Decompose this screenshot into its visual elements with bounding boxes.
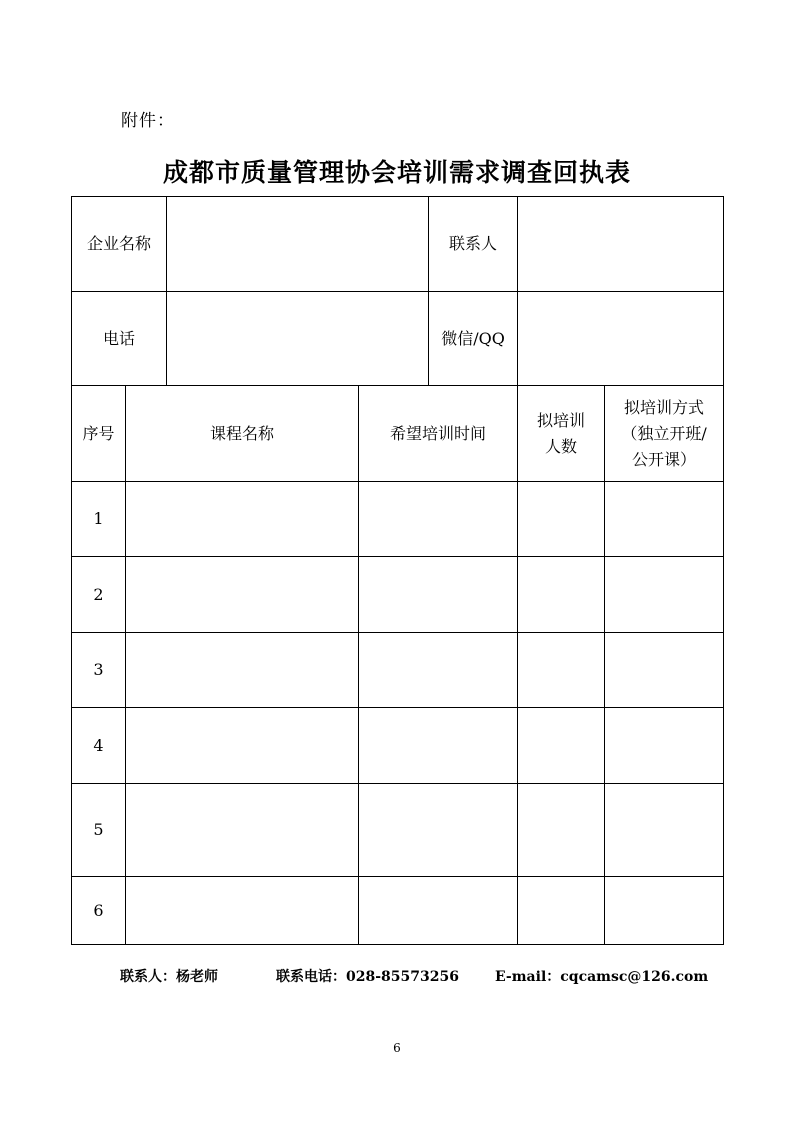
trainee-count-cell[interactable] [518,557,605,633]
course-name-cell[interactable] [126,482,359,557]
footer-contact-phone: 联系电话：028-85573256 [276,969,459,985]
row-index: 6 [72,877,126,945]
training-mode-cell[interactable] [605,557,724,633]
company-row [72,197,724,292]
header-course-name: 课程名称 [126,386,359,482]
company-name-field[interactable] [167,197,429,292]
training-mode-cell[interactable] [605,877,724,945]
header-training-mode [605,386,724,482]
header-index: 序号 [72,386,126,482]
header-trainee-count [518,386,605,482]
row-index: 2 [72,557,126,633]
training-time-cell[interactable] [359,877,518,945]
course-name-cell[interactable] [126,633,359,708]
course-name-cell[interactable] [126,708,359,784]
table-row [72,877,724,945]
header-training-mode-line3: 公开课） [632,449,697,469]
page-title: 成都市质量管理协会培训需求调查回执表 [162,158,631,187]
row-index: 1 [72,482,126,557]
training-time-cell[interactable] [359,557,518,633]
footer-email: E-mail：cqcamsc@126.com [495,969,709,985]
wechat-qq-field[interactable] [518,292,724,386]
table-row [72,633,724,708]
course-name-cell[interactable] [126,557,359,633]
trainee-count-cell[interactable] [518,784,605,877]
training-time-cell[interactable] [359,482,518,557]
training-mode-cell[interactable] [605,482,724,557]
row-index: 5 [72,784,126,877]
table-row [72,708,724,784]
row-index: 4 [72,708,126,784]
header-training-mode-line2: （独立开班/ [621,423,707,443]
phone-row [72,292,724,386]
header-training-time: 希望培训时间 [359,386,518,482]
survey-form-table [71,196,724,945]
header-training-mode-line1: 拟培训方式 [624,397,705,417]
header-trainee-count-line1: 拟培训 [537,410,586,430]
training-mode-cell[interactable] [605,708,724,784]
training-mode-cell[interactable] [605,633,724,708]
contact-person-label: 联系人 [429,197,518,292]
table-row [72,482,724,557]
training-time-cell[interactable] [359,784,518,877]
row-index: 3 [72,633,126,708]
trainee-count-cell[interactable] [518,633,605,708]
trainee-count-cell[interactable] [518,708,605,784]
page-number: 6 [393,1041,401,1055]
contact-person-field[interactable] [518,197,724,292]
table-row [72,557,724,633]
footer-contact-person: 联系人：杨老师 [120,969,218,985]
company-name-label: 企业名称 [72,197,167,292]
header-row [72,386,724,482]
course-name-cell[interactable] [126,877,359,945]
table-row [72,784,724,877]
training-time-cell[interactable] [359,633,518,708]
trainee-count-cell[interactable] [518,877,605,945]
phone-label: 电话 [72,292,167,386]
course-name-cell[interactable] [126,784,359,877]
training-time-cell[interactable] [359,708,518,784]
header-trainee-count-line2: 人数 [545,436,578,456]
training-mode-cell[interactable] [605,784,724,877]
trainee-count-cell[interactable] [518,482,605,557]
wechat-qq-label: 微信/QQ [429,292,518,386]
phone-field[interactable] [167,292,429,386]
attachment-label: 附件： [121,111,175,131]
